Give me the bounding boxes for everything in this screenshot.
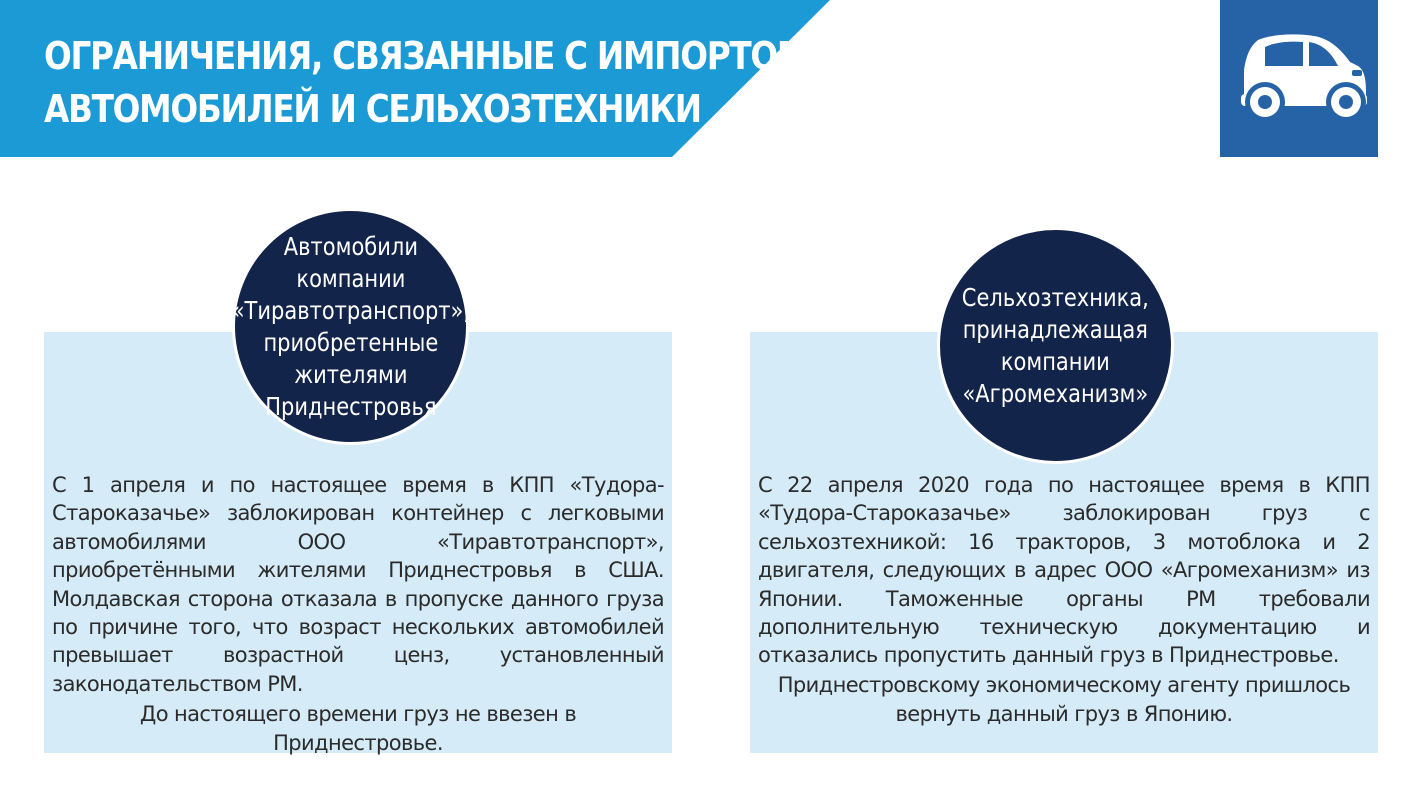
badge-cars-line: Автомобили xyxy=(283,231,418,261)
badge-cars-line: жителями xyxy=(293,359,408,389)
page-title xyxy=(44,30,809,136)
badge-agritech-line: принадлежащая xyxy=(962,314,1149,344)
badge-agritech-line: «Агромеханизм» xyxy=(962,378,1149,408)
badge-cars-line: «Тиравтотранспорт», xyxy=(231,295,470,325)
badge-agritech-line: Сельхозтехника, xyxy=(961,282,1150,312)
badge-cars-line: компании xyxy=(296,263,406,293)
card-cars-note: До настоящего времени груз не ввезен в Приднестровье. xyxy=(139,702,577,755)
badge-cars-line: приобретенные xyxy=(263,327,438,357)
car-icon xyxy=(1220,0,1378,157)
card-agritech-note: Приднестровскому экономическому агенту пришлось вернуть данный груз в Японию. xyxy=(777,673,1351,726)
page-title-line-1: ОГРАНИЧЕНИЯ, СВЯЗАННЫЕ С ИМПОРТОМ xyxy=(44,34,809,78)
badge-agritech-line: компании xyxy=(1000,346,1110,376)
page-title-line-2: АВТОМОБИЛЕЙ И СЕЛЬХОЗТЕХНИКИ xyxy=(44,87,701,131)
badge-cars-line: Приднестровья xyxy=(264,391,437,421)
card-cars-body: С 1 апреля и по настоящее время в КПП «Тудора-Староказачье» заблокирован контейнер с легковыми автомобилями ООО «Тиравтотранспорт», приобретёнными жителями Приднестровья в США. Молдавская сторона отказала в пропуске данного груза по причине того, что возраст нескольких автомобилей превышает возрастной ценз, установленный законодательством РМ. xyxy=(52,473,664,696)
header-icon-box xyxy=(1220,0,1378,157)
badge-agritech-text xyxy=(962,282,1149,410)
badge-cars-text xyxy=(231,231,469,423)
badge-agritech xyxy=(937,227,1174,464)
badge-cars xyxy=(232,208,469,445)
card-agritech-body: С 22 апреля 2020 года по настоящее время в КПП «Тудора-Староказачье» заблокирован груз с сельхозтехникой: 16 тракторов, 3 мотоблока и 2 двигателя, следующих в адрес ООО «Агромеханизм» из Японии. Таможенные органы РМ требовали дополнительную техническую документацию и отказались пропустить данный груз в Приднестровье. xyxy=(758,473,1370,668)
